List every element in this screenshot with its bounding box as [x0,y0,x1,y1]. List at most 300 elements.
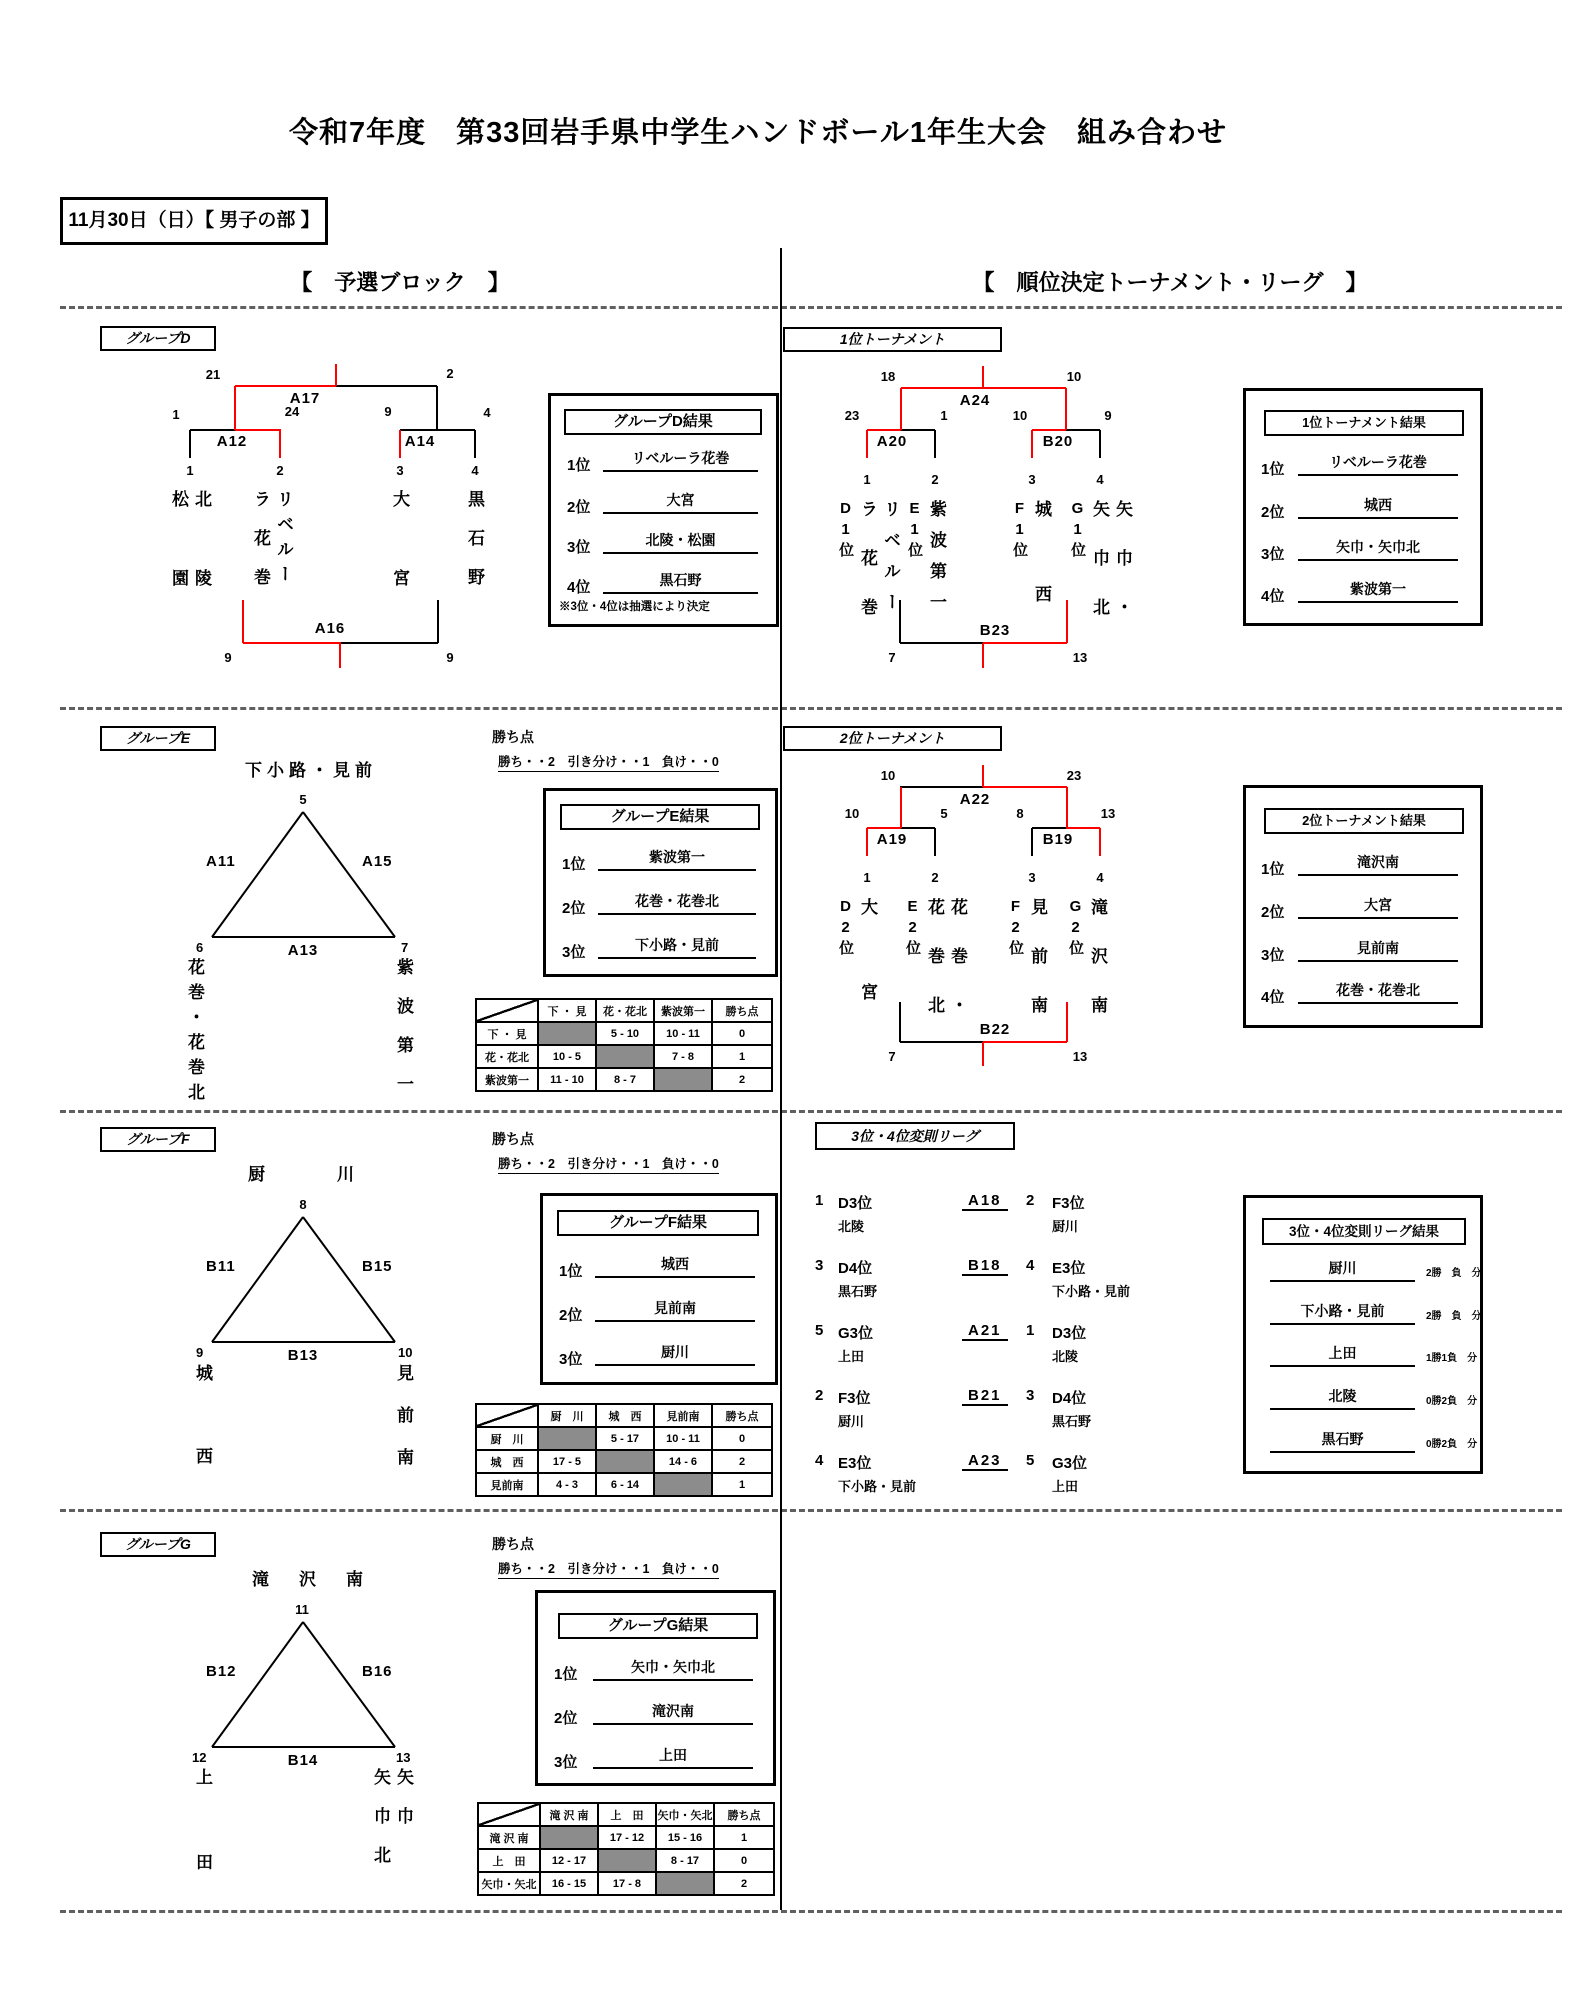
l34-match-code: B18 [962,1257,1008,1276]
l34-right-no: 1 [1026,1322,1035,1339]
t1-seed-1: 1 [863,472,871,487]
groupF-match-bottom: B13 [287,1347,319,1364]
rank-label: 3位 [1261,546,1285,563]
groupG-crosstable [477,1802,775,1896]
rank-label: 3位 [1261,947,1285,964]
groupD-final-score-right: 2 [446,366,454,381]
team-name-col: 大宮 [390,490,409,648]
groupG-seed-left: 12 [192,1750,207,1765]
t1-seed-3: 3 [1028,472,1036,487]
l34-left-name: 下小路・見前 [838,1479,917,1494]
t1-final-score-left: 18 [880,369,896,384]
team-name [1008,898,1046,1045]
groupD-seed-3: 3 [396,463,404,478]
diagonal-cell [476,999,538,1022]
team-name-col: リベルー [274,490,293,590]
groupG-result-title: グループG結果 [558,1613,758,1639]
groupD-result-box [548,393,779,627]
points-note-title: 勝ち点 [492,729,534,745]
result-team-name: 黒石野 [1270,1429,1415,1453]
result-team-name: 厨川 [595,1342,755,1366]
l34-right-no: 5 [1026,1452,1035,1469]
left-section-header: 【 予選ブロック 】 [290,270,510,295]
t2-sf2-score-right: 13 [1100,806,1116,821]
date-box [60,197,328,245]
score-cell: 8 - 7 [596,1068,654,1091]
t1-sf2-code: B20 [1042,433,1074,450]
groupG-match-right: B16 [362,1663,393,1680]
t1-final-code: A24 [959,392,991,409]
t2-label-box [783,726,1002,751]
col-header: 勝ち点 [714,1803,774,1826]
col-header: 勝ち点 [712,1404,772,1427]
l34-left-name: 黒石野 [838,1284,878,1299]
team-tag: E2位 [904,898,921,959]
groupD-final-code: A17 [289,390,321,407]
l34-left-tag: F3位 [838,1390,871,1407]
result-team-name: 北陵 [1270,1386,1415,1410]
t2-result-box [1243,785,1483,1028]
groupG-right-team [372,1768,412,1885]
points-note-rule: 勝ち・・2 引き分け・・1 負け・・0 [498,752,719,772]
points-note-title: 勝ち点 [492,1536,534,1552]
team-tag: F2位 [1007,898,1024,959]
score-cell: 10 - 5 [538,1045,596,1068]
groupD-result-note: ※3位・4位は抽選により決定 [559,601,710,613]
team-name-col: 松園 [169,490,188,648]
rank-label: 4位 [1261,588,1285,605]
separator [60,707,1562,710]
t1-label: 1位トーナメント [839,331,946,347]
result-team-name: 大宮 [603,490,758,514]
column-divider [780,248,782,1910]
rank-label: 2位 [562,900,586,917]
points-note-rule: 勝ち・・2 引き分け・・1 負け・・0 [498,1154,719,1174]
separator [60,306,1562,309]
rank-label: 2位 [1261,504,1285,521]
t2-sf1-score-left: 10 [844,806,860,821]
score-cell: 16 - 15 [540,1872,598,1895]
rank-label: 2位 [1261,904,1285,921]
l34-left-no: 3 [815,1257,824,1274]
l34-match-code: A18 [962,1192,1008,1211]
groupE-result-title: グループE結果 [560,804,760,830]
groupF-label-box [100,1127,216,1152]
t1-result-box [1243,388,1483,626]
groupE-match-bottom: A13 [287,942,319,959]
rank-label: 3位 [562,944,586,961]
team-name-col: 矢巾北 [1090,500,1109,647]
result-team-name: 矢巾・矢巾北 [593,1657,753,1681]
groupD-sf2-score-right: 4 [483,405,491,420]
groupG-top-team: 滝沢南 [252,1570,393,1589]
team-name [907,500,945,624]
self-cell [598,1849,656,1872]
groupE-match-left: A11 [206,853,236,870]
score-cell: 6 - 14 [596,1473,654,1496]
groupE-crosstable [475,998,773,1092]
points-cell: 1 [712,1473,772,1496]
t2-sf1-code: A19 [876,831,908,848]
groupF-result-box [540,1193,778,1385]
self-cell [538,1427,596,1450]
result-record: 1勝1負 分 [1426,1353,1478,1364]
row-header: 城 西 [476,1450,538,1473]
score-cell: 17 - 5 [538,1450,596,1473]
groupG-seed-right: 13 [396,1750,411,1765]
groupD-third-code: A16 [314,620,346,637]
groupD-third-score-right: 9 [446,650,454,665]
groupD-final-score-left: 21 [205,367,221,382]
points-note-title: 勝ち点 [492,1131,534,1147]
team-tag: D2位 [837,898,854,959]
team-name-col: 矢巾北 [371,1768,390,1885]
row-header: 見前南 [476,1473,538,1496]
t1-sf1-score-left: 23 [844,408,860,423]
score-cell: 10 - 11 [654,1427,712,1450]
t1-seed-4: 4 [1096,472,1104,487]
groupF-top-team: 厨川 [248,1165,426,1184]
team-name-col: 花巻・ [948,898,967,1045]
row-header: 紫波第一 [476,1068,538,1091]
row-header: 下 ・ 見 [476,1022,538,1045]
team-tag: G2位 [1067,898,1084,959]
result-team-name: 上田 [593,1745,753,1769]
groupD-seed-4: 4 [471,463,479,478]
groupF-result-title: グループF結果 [557,1210,759,1236]
result-team-name: 城西 [1298,495,1458,519]
score-cell: 17 - 8 [598,1872,656,1895]
l34-match-code: A21 [962,1322,1008,1341]
col-header: 厨 川 [538,1404,596,1427]
result-team-name: リベルーラ花巻 [1298,452,1458,476]
team-name-col: 大宮 [858,898,877,1068]
col-header: 上 田 [598,1803,656,1826]
groupG-result-box [535,1590,776,1786]
rank-label: 4位 [1261,989,1285,1006]
rank-label: 2位 [554,1710,578,1727]
col-header: 勝ち点 [712,999,772,1022]
groupE-seed-right: 7 [401,940,409,955]
groupE-seed-top: 5 [299,792,307,807]
team-name-col: 滝沢南 [1088,898,1107,1045]
team-tag: G1位 [1069,500,1086,561]
result-team-name: 矢巾・矢巾北 [1298,537,1458,561]
groupG-label-box [100,1532,216,1557]
groupF-seed-right: 10 [398,1345,413,1360]
l34-left-tag: D4位 [838,1260,873,1277]
groupD-seed-2: 2 [276,463,284,478]
groupD-seed-1: 1 [186,463,194,478]
score-cell: 15 - 16 [656,1826,714,1849]
groupF-seed-top: 8 [299,1197,307,1212]
l34-left-name: 北陵 [838,1219,865,1234]
rank-label: 1位 [554,1666,578,1683]
result-team-name: 上田 [1270,1343,1415,1367]
groupD-result-title: グループD結果 [564,409,762,435]
self-cell [656,1872,714,1895]
self-cell [654,1068,712,1091]
result-team-name: 見前南 [595,1298,755,1322]
col-header: 花・花北 [596,999,654,1022]
team-name [466,490,483,607]
t2-final-code: A22 [959,791,991,808]
team-name [838,500,899,647]
team-name-col: 矢巾 [394,1768,413,1846]
result-record: 0勝2負 分 [1426,1439,1478,1450]
team-name-col: ラ花巻 [251,490,270,607]
l34-right-tag: G3位 [1052,1455,1088,1472]
t1-sf2-score-right: 9 [1104,408,1112,423]
groupG-label: グループG [125,1536,191,1552]
page-title: 令和7年度 第33回岩手県中学生ハンドボール1年生大会 組み合わせ [289,117,1227,149]
groupG-left-team: 上田 [193,1768,212,1938]
groupE-seed-left: 6 [196,940,204,955]
l34-left-name: 上田 [838,1349,865,1364]
date-label: 11月30日（日）【 男子の部 】 [68,210,320,231]
l34-match-code: B21 [962,1387,1008,1406]
score-cell: 17 - 12 [598,1826,656,1849]
result-team-name: 滝沢南 [593,1701,753,1725]
league34-result-box [1243,1195,1483,1474]
rank-label: 2位 [559,1307,583,1324]
row-header: 滝 沢 南 [478,1826,540,1849]
col-header: 滝 沢 南 [540,1803,598,1826]
result-team-name: 下小路・見前 [1270,1301,1415,1325]
t1-final-score-right: 10 [1066,369,1082,384]
team-name-col: 紫波第一 [927,500,946,624]
score-cell: 4 - 3 [538,1473,596,1496]
score-cell: 12 - 17 [540,1849,598,1872]
t2-sf1-score-right: 5 [940,806,948,821]
result-team-name: 見前南 [1298,938,1458,962]
points-cell: 2 [712,1068,772,1091]
team-tag: D1位 [837,500,854,561]
l34-left-no: 2 [815,1387,824,1404]
score-cell: 8 - 17 [656,1849,714,1872]
groupD-label-box [100,326,216,351]
col-header: 城 西 [596,1404,654,1427]
col-header: 下 ・ 見 [538,999,596,1022]
l34-right-no: 3 [1026,1387,1035,1404]
result-team-name: 花巻・花巻北 [1298,980,1458,1004]
groupG-match-left: B12 [206,1663,237,1680]
l34-right-name: 上田 [1052,1479,1079,1494]
groupE-label-box [100,726,216,751]
team-tag: E1位 [906,500,923,561]
l34-right-name: 北陵 [1052,1349,1079,1364]
t2-seed-4: 4 [1096,870,1104,885]
team-name-col: リベルー [881,500,900,624]
result-team-name: 花巻・花巻北 [598,891,756,915]
groupF-left-team: 城西 [193,1364,212,1530]
t2-final-score-left: 10 [880,768,896,783]
right-section-header: 【 順位決定トーナメント・リーグ 】 [972,270,1368,295]
result-team-name: 紫波第一 [1298,579,1458,603]
separator [60,1509,1562,1512]
points-cell: 2 [712,1450,772,1473]
points-cell: 2 [714,1872,774,1895]
result-team-name: 紫波第一 [598,847,756,871]
points-note-rule: 勝ち・・2 引き分け・・1 負け・・0 [498,1559,719,1579]
t2-sf2-score-left: 8 [1016,806,1024,821]
l34-match-code: A23 [962,1452,1008,1471]
groupF-match-right: B15 [362,1258,393,1275]
col-header: 紫波第一 [654,999,712,1022]
team-name-col: 北陵 [192,490,211,648]
row-header: 厨 川 [476,1427,538,1450]
l34-right-no: 4 [1026,1257,1035,1274]
groupE-left-team: 花巻・花巻北 [185,958,204,1108]
score-cell: 10 - 11 [654,1022,712,1045]
t1-result-title: 1位トーナメント結果 [1264,410,1464,436]
groupG-seed-top: 11 [295,1602,309,1617]
l34-left-tag: G3位 [838,1325,874,1342]
groupD-sf1-score-right: 24 [284,404,300,419]
t1-sf1-score-right: 1 [940,408,948,423]
team-name-col: 花巻北 [925,898,944,1045]
t2-third-score-left: 7 [888,1049,896,1064]
t1-sf2-score-left: 10 [1012,408,1028,423]
points-cell: 1 [714,1826,774,1849]
groupF-match-left: B11 [206,1258,236,1275]
t1-seed-2: 2 [931,472,939,487]
t1-third-code: B23 [979,622,1011,639]
row-header: 上 田 [478,1849,540,1872]
rank-label: 3位 [559,1351,583,1368]
rank-label: 1位 [567,457,591,474]
result-team-name: リベルーラ花巻 [603,448,758,472]
points-cell: 0 [712,1427,772,1450]
t2-label: 2位トーナメント [839,730,946,746]
groupD-sf1-code: A12 [216,433,248,450]
t1-third-score-left: 7 [888,650,896,665]
self-cell [654,1473,712,1496]
team-name [252,490,292,607]
team-name [1070,500,1131,647]
groupE-right-team: 紫波第一 [394,958,413,1114]
t2-seed-3: 3 [1028,870,1036,885]
score-cell: 14 - 6 [654,1450,712,1473]
t2-seed-1: 1 [863,870,871,885]
groupF-seed-left: 9 [196,1345,204,1360]
league34-label: 3位・4位変則リーグ [851,1128,979,1144]
l34-left-tag: E3位 [838,1455,872,1472]
result-team-name: 下小路・見前 [598,935,756,959]
rank-label: 4位 [567,579,591,596]
team-name [905,898,966,1045]
points-cell: 0 [714,1849,774,1872]
separator [60,1110,1562,1113]
team-name-col: 城西 [1032,500,1051,670]
l34-right-tag: D4位 [1052,1390,1087,1407]
groupD-sf1-score-left: 1 [172,407,180,422]
groupE-label: グループE [125,730,191,746]
rank-label: 1位 [1261,861,1285,878]
t2-result-title: 2位トーナメント結果 [1264,808,1464,834]
team-name [391,490,408,648]
team-name [170,490,210,648]
score-cell: 5 - 17 [596,1427,654,1450]
groupE-match-right: A15 [362,853,393,870]
l34-right-name: 黒石野 [1052,1414,1092,1429]
team-name-col: 黒石野 [465,490,484,607]
groupG-match-bottom: B14 [287,1752,319,1769]
l34-left-no: 5 [815,1322,824,1339]
league34-label-box [815,1122,1015,1150]
result-record: 0勝2負 分 [1426,1396,1478,1407]
rank-label: 3位 [567,539,591,556]
t1-third-score-right: 13 [1072,650,1088,665]
team-name-col: 矢巾・ [1113,500,1132,647]
self-cell [540,1826,598,1849]
groupD-label: グループD [125,330,191,346]
l34-right-name: 下小路・見前 [1052,1284,1131,1299]
result-team-name: 黒石野 [603,570,758,594]
result-team-name: 厨川 [1270,1258,1415,1282]
self-cell [538,1022,596,1045]
groupD-sf2-score-left: 9 [384,404,392,419]
t2-final-score-right: 23 [1066,768,1082,783]
groupD-third-score-left: 9 [224,650,232,665]
diagonal-cell [478,1803,540,1826]
result-record: 2勝 負 分 [1426,1268,1482,1279]
row-header: 花・花北 [476,1045,538,1068]
t1-label-box [783,327,1002,352]
col-header: 矢巾・矢北 [656,1803,714,1826]
t2-third-score-right: 13 [1072,1049,1088,1064]
result-team-name: 滝沢南 [1298,852,1458,876]
team-name-col: 見前南 [1028,898,1047,1045]
score-cell: 11 - 10 [538,1068,596,1091]
rank-label: 1位 [559,1263,583,1280]
t1-sf1-code: A20 [876,433,908,450]
points-cell: 1 [712,1045,772,1068]
groupF-right-team: 見前南 [394,1364,413,1490]
l34-right-tag: D3位 [1052,1325,1087,1342]
t2-seed-2: 2 [931,870,939,885]
col-header: 見前南 [654,1404,712,1427]
score-cell: 5 - 10 [596,1022,654,1045]
result-team-name: 城西 [595,1254,755,1278]
rank-label: 3位 [554,1754,578,1771]
result-team-name: 大宮 [1298,895,1458,919]
team-name [838,898,876,1068]
separator [60,1910,1562,1913]
rank-label: 1位 [562,856,586,873]
league34-result-title: 3位・4位変則リーグ結果 [1262,1218,1466,1245]
team-name [1068,898,1106,1045]
result-record: 2勝 負 分 [1426,1311,1482,1322]
l34-left-no: 4 [815,1452,824,1469]
points-cell: 0 [712,1022,772,1045]
team-tag: F1位 [1011,500,1028,561]
diagonal-cell [476,1404,538,1427]
groupF-label: グループF [126,1131,190,1147]
result-team-name: 北陵・松園 [603,530,758,554]
rank-label: 2位 [567,499,591,516]
t2-third-code: B22 [979,1021,1011,1038]
groupF-crosstable [475,1403,773,1497]
groupD-sf2-code: A14 [404,433,436,450]
team-name-col: ラ花巻 [858,500,877,647]
l34-right-no: 2 [1026,1192,1035,1209]
l34-left-name: 厨川 [838,1414,865,1429]
l34-left-no: 1 [815,1192,824,1209]
groupE-top-team: 下小路・見前 [245,761,377,780]
row-header: 矢巾・矢北 [478,1872,540,1895]
score-cell: 7 - 8 [654,1045,712,1068]
